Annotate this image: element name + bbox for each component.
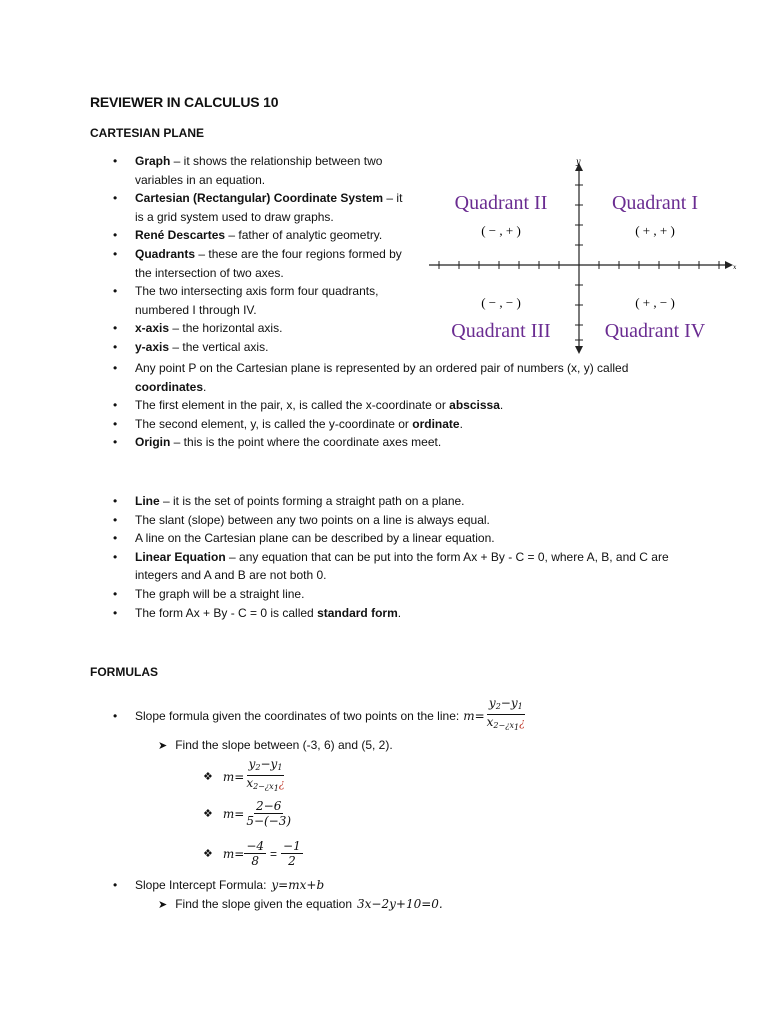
list-item: • Any point P on the Cartesian plane is represented by an ordered pair of numbers (x, y) called coordinates. xyxy=(113,361,629,394)
bullet-icon: • xyxy=(113,398,118,413)
bullet-icon: • xyxy=(113,708,118,723)
example2-equation: 3x−2y+10=0. xyxy=(357,897,443,911)
cartesian-definitions-list xyxy=(113,152,413,357)
arrow-bullet-icon: ➤ xyxy=(158,739,168,752)
list-item: • Quadrants – these are the four regions formed by the intersection of two axes. xyxy=(113,246,402,280)
bullet-icon: • xyxy=(113,494,118,508)
bullet-icon: • xyxy=(113,435,118,450)
slope-fraction: $\frac{y_2-y_1}{x_{2-¿x1}¿}$ xyxy=(486,696,526,732)
quadrant-3-sign: ( − , − ) xyxy=(481,295,521,310)
example2-text: Find the slope given the equation xyxy=(175,897,353,911)
slope-formula-text: Slope formula given the coordinates of two points on the line: xyxy=(135,708,460,723)
quadrant-2-sign: ( − , + ) xyxy=(481,223,521,238)
coordinate-terms-list xyxy=(113,359,673,452)
line-definitions-list xyxy=(113,492,673,622)
quadrant-1-sign: ( + , + ) xyxy=(635,223,675,238)
bullet-icon: • xyxy=(113,512,118,527)
x-axis-label: x xyxy=(733,264,737,271)
list-item: • The two intersecting axis form four quadrants, numbered I through IV. xyxy=(113,284,379,317)
bullet-icon: • xyxy=(113,339,118,354)
list-item: • Line – it is the set of points forming a straight path on a plane. xyxy=(113,492,673,511)
bullet-icon: • xyxy=(113,878,118,892)
arrow-bullet-icon: ➤ xyxy=(158,898,168,911)
diamond-bullet-icon: ❖ xyxy=(203,848,213,860)
x-axis-arrow-icon xyxy=(725,261,733,269)
list-item: • Graph – it shows the relationship between two variables in an equation. xyxy=(113,154,383,187)
list-item: • x-axis – the horizontal axis. xyxy=(113,319,413,338)
bullet-icon: • xyxy=(113,321,118,336)
slope-formula-item xyxy=(113,696,527,735)
bullet-icon: • xyxy=(113,154,118,168)
step1-fraction: $\frac{y_2-y_1}{x_{2-¿x1}¿}$ xyxy=(246,757,285,793)
diamond-bullet-icon: ❖ xyxy=(203,771,213,783)
list-item: • René Descartes – father of analytic geometry. xyxy=(113,226,413,245)
quadrant-3-label: Quadrant III xyxy=(451,320,551,342)
list-item: • The graph will be a straight line. xyxy=(113,585,673,604)
diamond-bullet-icon: ❖ xyxy=(203,808,213,820)
list-item: • y-axis – the vertical axis. xyxy=(113,338,413,357)
list-item: • The slant (slope) between any two points on a line is always equal. xyxy=(113,511,673,530)
bullet-icon: • xyxy=(113,586,118,601)
list-item: • Origin – this is the point where the coordinate axes meet. xyxy=(113,433,673,452)
step3-row: ❖ m= $\frac{-4}{8}$ = $\frac{-1}{2}$ xyxy=(203,839,301,868)
bullet-icon: • xyxy=(113,549,118,564)
section-heading-formulas: FORMULAS xyxy=(90,665,158,679)
quadrant-4-label: Quadrant IV xyxy=(604,320,706,342)
slope-m: m= xyxy=(463,708,485,723)
bullet-icon: • xyxy=(113,191,118,206)
page-title: REVIEWER IN CALCULUS 10 xyxy=(90,94,279,110)
bullet-icon: • xyxy=(113,284,118,299)
step2-row: ❖ m= $\frac{2-6}{5-(-3)}$ xyxy=(203,799,292,828)
quadrant-1-label: Quadrant I xyxy=(611,192,699,214)
bullet-icon: • xyxy=(113,605,118,620)
step2-fraction: $\frac{2-6}{5-(-3)}$ xyxy=(246,799,292,828)
list-item: • The form Ax + By - C = 0 is called standard form. xyxy=(113,604,673,623)
quadrant-2-label: Quadrant II xyxy=(454,192,548,214)
y-axis-arrow-down-icon xyxy=(575,346,583,354)
list-item: • A line on the Cartesian plane can be described by a linear equation. xyxy=(113,529,673,548)
list-item: • Linear Equation – any equation that can be put into the form Ax + By - C = 0, where A, B, and C are integers and A and B are not both 0. xyxy=(113,549,669,583)
quadrant-diagram xyxy=(425,155,740,355)
slope-intercept-equation: y=mx+b xyxy=(271,878,325,892)
bullet-icon: • xyxy=(113,246,118,261)
list-item: • The first element in the pair, x, is called the x-coordinate or abscissa. xyxy=(113,396,673,415)
bullet-icon: • xyxy=(113,531,118,546)
example2-item xyxy=(158,897,443,911)
bullet-icon: • xyxy=(113,416,118,431)
y-axis-label: y xyxy=(576,157,581,166)
example1-item xyxy=(158,738,393,752)
list-item: • Cartesian (Rectangular) Coordinate System – it is a grid system used to draw graphs. xyxy=(113,191,403,224)
bullet-icon: • xyxy=(113,228,118,243)
step3-fraction: $\frac{-4}{8}$ xyxy=(246,839,265,868)
section-heading-cartesian: CARTESIAN PLANE xyxy=(90,126,205,140)
step1-row: ❖ m= $\frac{y_2-y_1}{x_{2-¿x1}¿}$ xyxy=(203,757,287,796)
slope-intercept-item xyxy=(113,878,324,892)
slope-intercept-text: Slope Intercept Formula: xyxy=(135,878,267,892)
step3-fraction-simplified: $\frac{-1}{2}$ xyxy=(283,839,301,868)
bullet-icon: • xyxy=(113,361,118,375)
list-item: • The second element, y, is called the y-coordinate or ordinate. xyxy=(113,415,673,434)
example1-text: Find the slope between (-3, 6) and (5, 2). xyxy=(175,738,393,752)
quadrant-4-sign: ( + , − ) xyxy=(635,295,675,310)
